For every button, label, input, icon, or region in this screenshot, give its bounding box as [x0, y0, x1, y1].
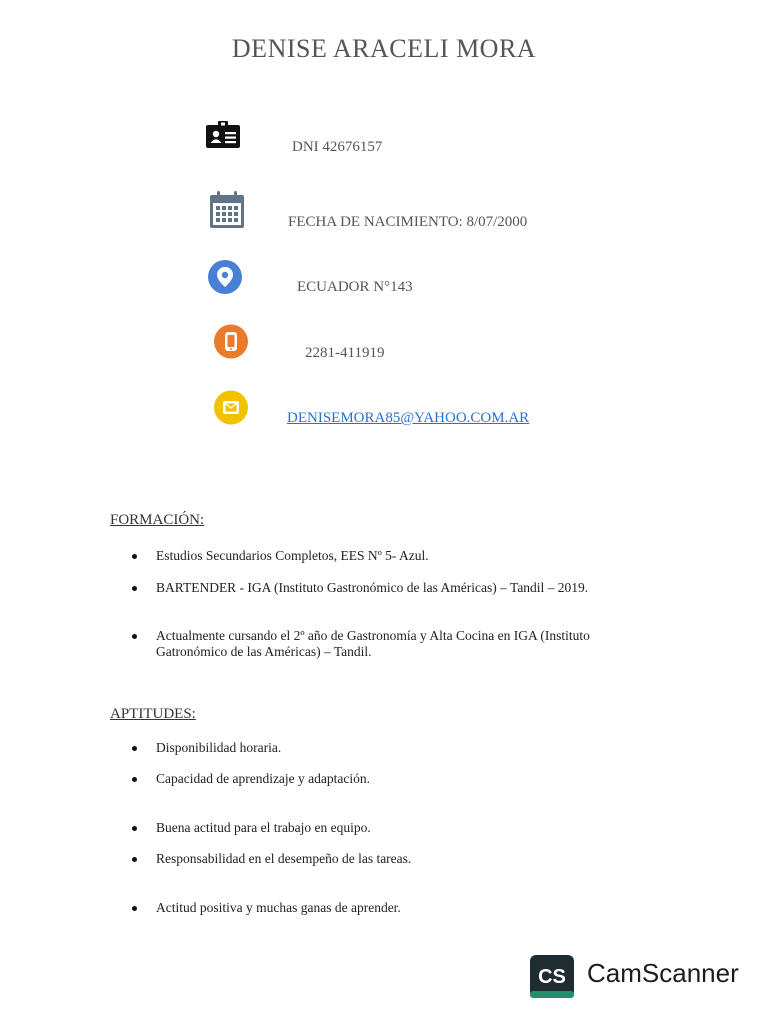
formacion-title: FORMACIÓN: — [110, 512, 205, 528]
address-text: ECUADOR N°143 — [297, 279, 413, 295]
phone-text: 2281-411919 — [305, 345, 385, 361]
list-item: Buena actitud para el trabajo en equipo. — [132, 820, 652, 836]
aptitudes-title: APTITUDES: — [110, 706, 196, 722]
birth-date-text: FECHA DE NACIMIENTO: 8/07/2000 — [288, 214, 528, 230]
id-card-icon — [206, 121, 240, 148]
bullet — [132, 826, 137, 831]
bullet — [132, 777, 137, 782]
bullet — [132, 906, 137, 911]
applicant-name: DENISE ARACELI MORA — [231, 34, 537, 63]
phone-icon — [213, 324, 249, 359]
camscanner-logo — [530, 955, 574, 998]
calendar-icon — [209, 191, 245, 229]
svg-text:CS: CS — [538, 966, 566, 988]
bullet — [132, 746, 137, 751]
bullet — [132, 554, 137, 559]
list-item: Actualmente cursando el 2º año de Gastronomía y Alta Cocina en IGA (Instituto Gatronómico de las Américas) – Tandil. — [132, 628, 652, 660]
camscanner-brand: CamScanner — [587, 958, 739, 988]
email-icon — [213, 390, 249, 425]
list-item: Capacidad de aprendizaje y adaptación. — [132, 771, 652, 787]
bullet — [132, 586, 137, 591]
location-pin-icon — [207, 259, 243, 295]
bullet — [132, 634, 137, 639]
list-item: BARTENDER - IGA (Instituto Gastronómico de las Américas) – Tandil – 2019. — [132, 580, 652, 596]
dni-text: DNI 42676157 — [292, 139, 383, 155]
list-item: Disponibilidad horaria. — [132, 740, 652, 756]
email-link[interactable]: DENISEMORA85@YAHOO.COM.AR — [287, 410, 530, 426]
list-item: Estudios Secundarios Completos, EES Nº 5- Azul. — [132, 548, 652, 564]
list-item: Actitud positiva y muchas ganas de aprender. — [132, 900, 652, 916]
email-text — [287, 410, 529, 427]
list-item: Responsabilidad en el desempeño de las tareas. — [132, 851, 652, 867]
bullet — [132, 857, 137, 862]
